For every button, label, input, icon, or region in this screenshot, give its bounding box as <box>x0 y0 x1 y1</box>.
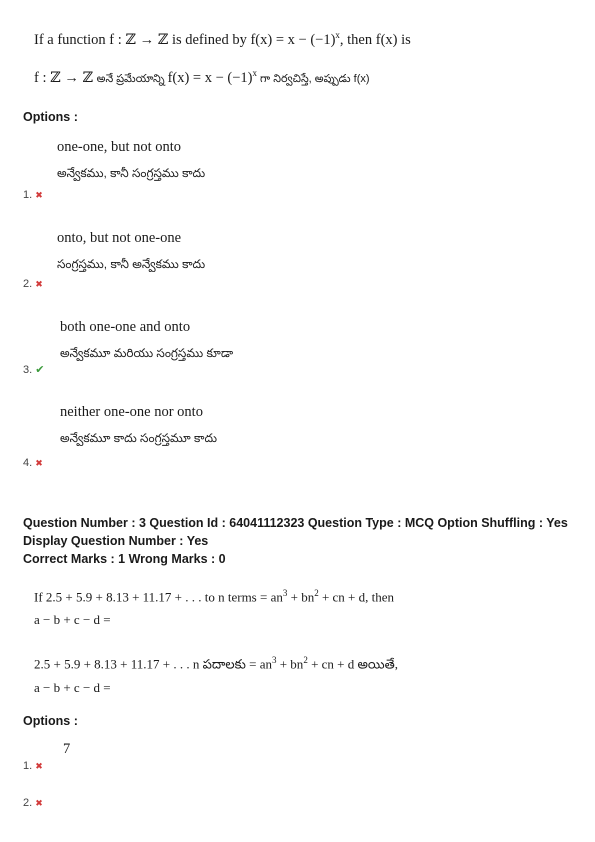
q3-te-part-b: + bn <box>276 656 304 672</box>
q2-stem-map: ℤ → ℤ <box>125 31 169 48</box>
cross-icon: ✖ <box>35 458 43 468</box>
q3-meta-line-2: Display Question Number : Yes <box>23 534 209 548</box>
q2-te-text2: గా నిర్వచిస్తే, అప్పుడు f(x) <box>257 72 370 85</box>
q3-en-part-b: + bn <box>287 589 315 605</box>
q3-te-exp2: 2 <box>303 655 308 665</box>
q2-option-2-english[interactable]: onto, but not one-one <box>57 230 182 246</box>
check-icon: ✔ <box>35 364 45 376</box>
q3-en-exp3: 3 <box>282 588 288 598</box>
q3-stem-english-line-1 <box>34 588 394 605</box>
cross-icon: ✖ <box>35 798 43 808</box>
q3-te-part-a: 2.5 + 5.9 + 8.13 + 11.17 + . . . n పదాలకు = an <box>34 656 272 672</box>
option-number-text: 2. <box>23 278 33 290</box>
q3-options-label: Options : <box>23 714 78 728</box>
cross-icon: ✖ <box>35 279 43 289</box>
q2-stem-text: If a function f : <box>34 31 126 48</box>
q2-te-map: f : ℤ → ℤ <box>34 69 97 86</box>
option-number-text: 1. <box>23 760 33 772</box>
q2-option-3-english[interactable]: both one-one and onto <box>60 319 191 335</box>
q2-stem-telugu <box>34 68 370 88</box>
q3-stem-telugu-line-2: a − b + c − d = <box>34 680 111 695</box>
q2-stem-exponent: x <box>335 30 340 40</box>
option-number-text: 3. <box>23 364 33 376</box>
q2-te-formula: f(x) = x − (−1) <box>167 69 253 86</box>
q2-te-text1: అనే ప్రమేయాన్ని <box>96 72 168 85</box>
q2-option-4-number <box>23 457 43 469</box>
q3-stem-telugu-line-1 <box>34 655 398 675</box>
q2-stem-suffix: , then f(x) is <box>339 31 411 48</box>
q2-stem-english <box>34 30 411 49</box>
cross-icon: ✖ <box>35 761 43 771</box>
q2-option-3-number <box>23 363 44 376</box>
q2-option-1-number <box>23 189 43 201</box>
q2-option-2-number <box>23 278 43 290</box>
q3-meta-line-3: Correct Marks : 1 Wrong Marks : 0 <box>23 552 226 566</box>
q2-option-3-telugu[interactable]: అన్వేకమూ మరియు సంగ్రస్తము కూడా <box>60 346 234 360</box>
cross-icon: ✖ <box>35 190 43 200</box>
q2-option-4-telugu[interactable]: అన్వేకమూ కాదు సంగ్రస్తమూ కాదు <box>60 431 218 445</box>
q3-te-part-c: + cn + d అయితే, <box>307 656 398 672</box>
q2-stem-formula: is defined by f(x) = x − (−1) <box>168 31 336 48</box>
q3-option-1-number <box>23 760 43 772</box>
q3-stem-english-line-2: a − b + c − d = <box>34 612 111 627</box>
option-number-text: 1. <box>23 189 33 201</box>
q3-en-part-c: + cn + d, then <box>318 589 395 605</box>
q3-te-exp3: 3 <box>271 655 277 665</box>
q2-option-1-english[interactable]: one-one, but not onto <box>57 139 182 155</box>
q3-en-part-a: If 2.5 + 5.9 + 8.13 + 11.17 + . . . to n terms = an <box>34 589 283 605</box>
q3-en-exp2: 2 <box>314 588 319 598</box>
q2-options-label: Options : <box>23 110 78 124</box>
q2-option-2-telugu[interactable]: సంగ్రస్తము, కానీ అన్వేకము కాదు <box>57 257 206 271</box>
q2-te-exponent: x <box>252 68 257 78</box>
q2-option-1-telugu[interactable]: అన్వేకము, కానీ సంగ్రస్తము కాదు <box>57 166 206 180</box>
q3-meta-line-1: Question Number : 3 Question Id : 64041112323 Question Type : MCQ Option Shuffling : Yes <box>23 516 568 530</box>
option-number-text: 4. <box>23 457 33 469</box>
option-number-text: 2. <box>23 797 33 809</box>
q3-option-1-value[interactable]: 7 <box>63 741 71 757</box>
q2-option-4-english[interactable]: neither one-one nor onto <box>60 404 203 420</box>
q3-option-2-number <box>23 797 43 809</box>
